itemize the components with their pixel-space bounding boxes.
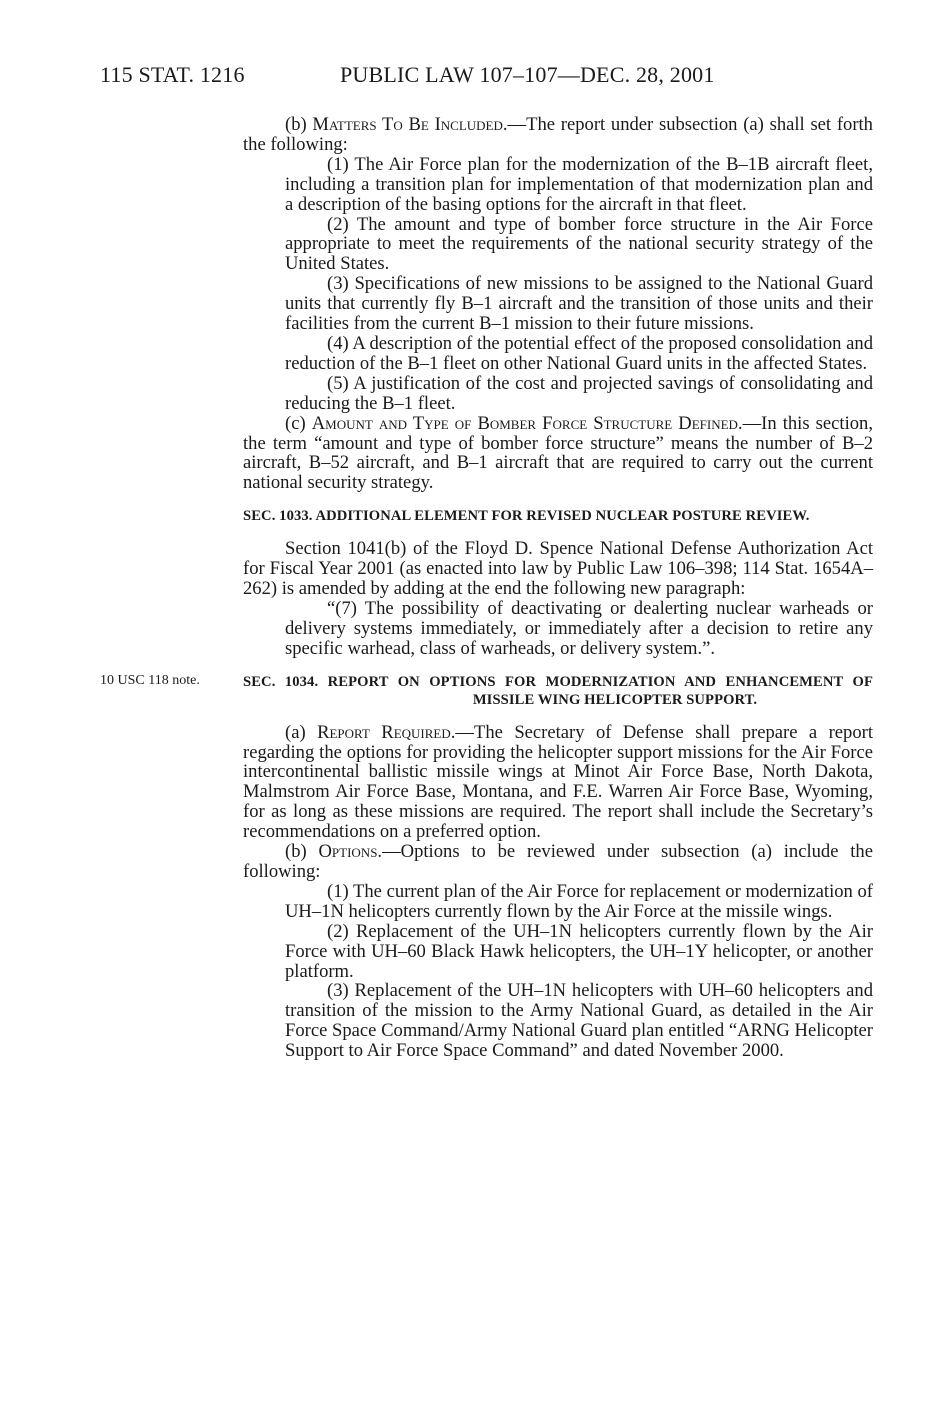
subsection-heading: Matters To Be Included [312,114,503,135]
subsection-b-options: (b) Options.—Options to be reviewed under subsection (a) include the following: [243,841,873,882]
subsection-heading: Options [318,841,378,863]
list-item: (1) The current plan of the Air Force for replacement or modernization of UH–1N helicopters currently flown by the Air Force at the missile wings. [285,880,873,922]
subsection-a-report-required: (a) Report Required.—The Secretary of Defense shall prepare a report regarding the options for providing the helicopter support missions for the Air Force intercontinental ballistic missile wings at Minot Air Force Base, North Dakota, Malmstrom Air Force Base, Montana, and F.E. Warren Air Force Base, Wyoming, for as long as these missions are required. The report shall include the Secretary’s recommendations on a preferred option. [243,721,873,843]
list-item: (4) A description of the potential effect of the proposed consolidation and reduction of the B–1 fleet on other National Guard units in the affected States. [285,332,873,374]
subsection-b-matters: (b) Matters To Be Included.—The report under subsection (a) shall set forth the following: [243,114,873,155]
subsection-c-definition: (c) Amount and Type of Bomber Force Structure Defined.—In this section, the term “amount and type of bomber force structure” means the number of B–2 aircraft, B–52 aircraft, and B–1 aircraft that are required to carry out the current national security strategy. [243,412,873,494]
statute-page-number: 115 STAT. 1216 [100,62,245,87]
subsection-heading: Amount and Type of Bomber Force Structure Defined [311,412,738,434]
section-1034-title: SEC. 1034. REPORT ON OPTIONS FOR MODERNIZATION AND ENHANCEMENT OF MISSILE WING HELICOPTER SUPPORT. [243,673,873,708]
page-header [100,62,875,92]
list-item: (5) A justification of the cost and projected savings of consolidating and reducing the B–1 fleet. [285,372,873,414]
section-1033-quoted-paragraph: “(7) The possibility of deactivating or dealerting nuclear warheads or delivery systems immediately, or immediately after a decision to retire any specific warhead, class of warheads, or delivery system.”. [285,597,873,659]
list-item: (2) The amount and type of bomber force structure in the Air Force appropriate to meet the requirements of the national security strategy of the United States. [285,213,873,275]
list-item: (3) Replacement of the UH–1N helicopters with UH–60 helicopters and transition of the mission to the Army National Guard, as detailed in the Air Force Space Command/Army National Guard plan entitled “ARNG Helicopter Support to Air Force Space Command” and dated November 2000. [285,980,873,1062]
margin-note-usc: 10 USC 118 note. [100,673,200,688]
list-item: (1) The Air Force plan for the modernization of the B–1B aircraft fleet, including a transition plan for implementation of that modernization plan and a description of the basing options for the aircraft in that fleet. [285,153,873,215]
document-body [243,115,873,1061]
subsection-heading: Report Required [317,721,451,743]
list-item: (3) Specifications of new missions to be assigned to the National Guard units that currently fly B–1 aircraft and the transition of those units and their facilities from the current B–1 mission to their future missions. [285,273,873,335]
public-law-citation: PUBLIC LAW 107–107—DEC. 28, 2001 [340,62,715,87]
list-item: (2) Replacement of the UH–1N helicopters currently flown by the Air Force with UH–60 Black Hawk helicopters, the UH–1Y helicopter, or another platform. [285,920,873,982]
section-1033-paragraph: Section 1041(b) of the Floyd D. Spence National Defense Authorization Act for Fiscal Year 2001 (as enacted into law by Public Law 106–398; 114 Stat. 1654A–262) is amended by adding at the end the following new paragraph: [243,538,873,600]
section-1033-title: SEC. 1033. ADDITIONAL ELEMENT FOR REVISED NUCLEAR POSTURE REVIEW. [243,508,810,525]
